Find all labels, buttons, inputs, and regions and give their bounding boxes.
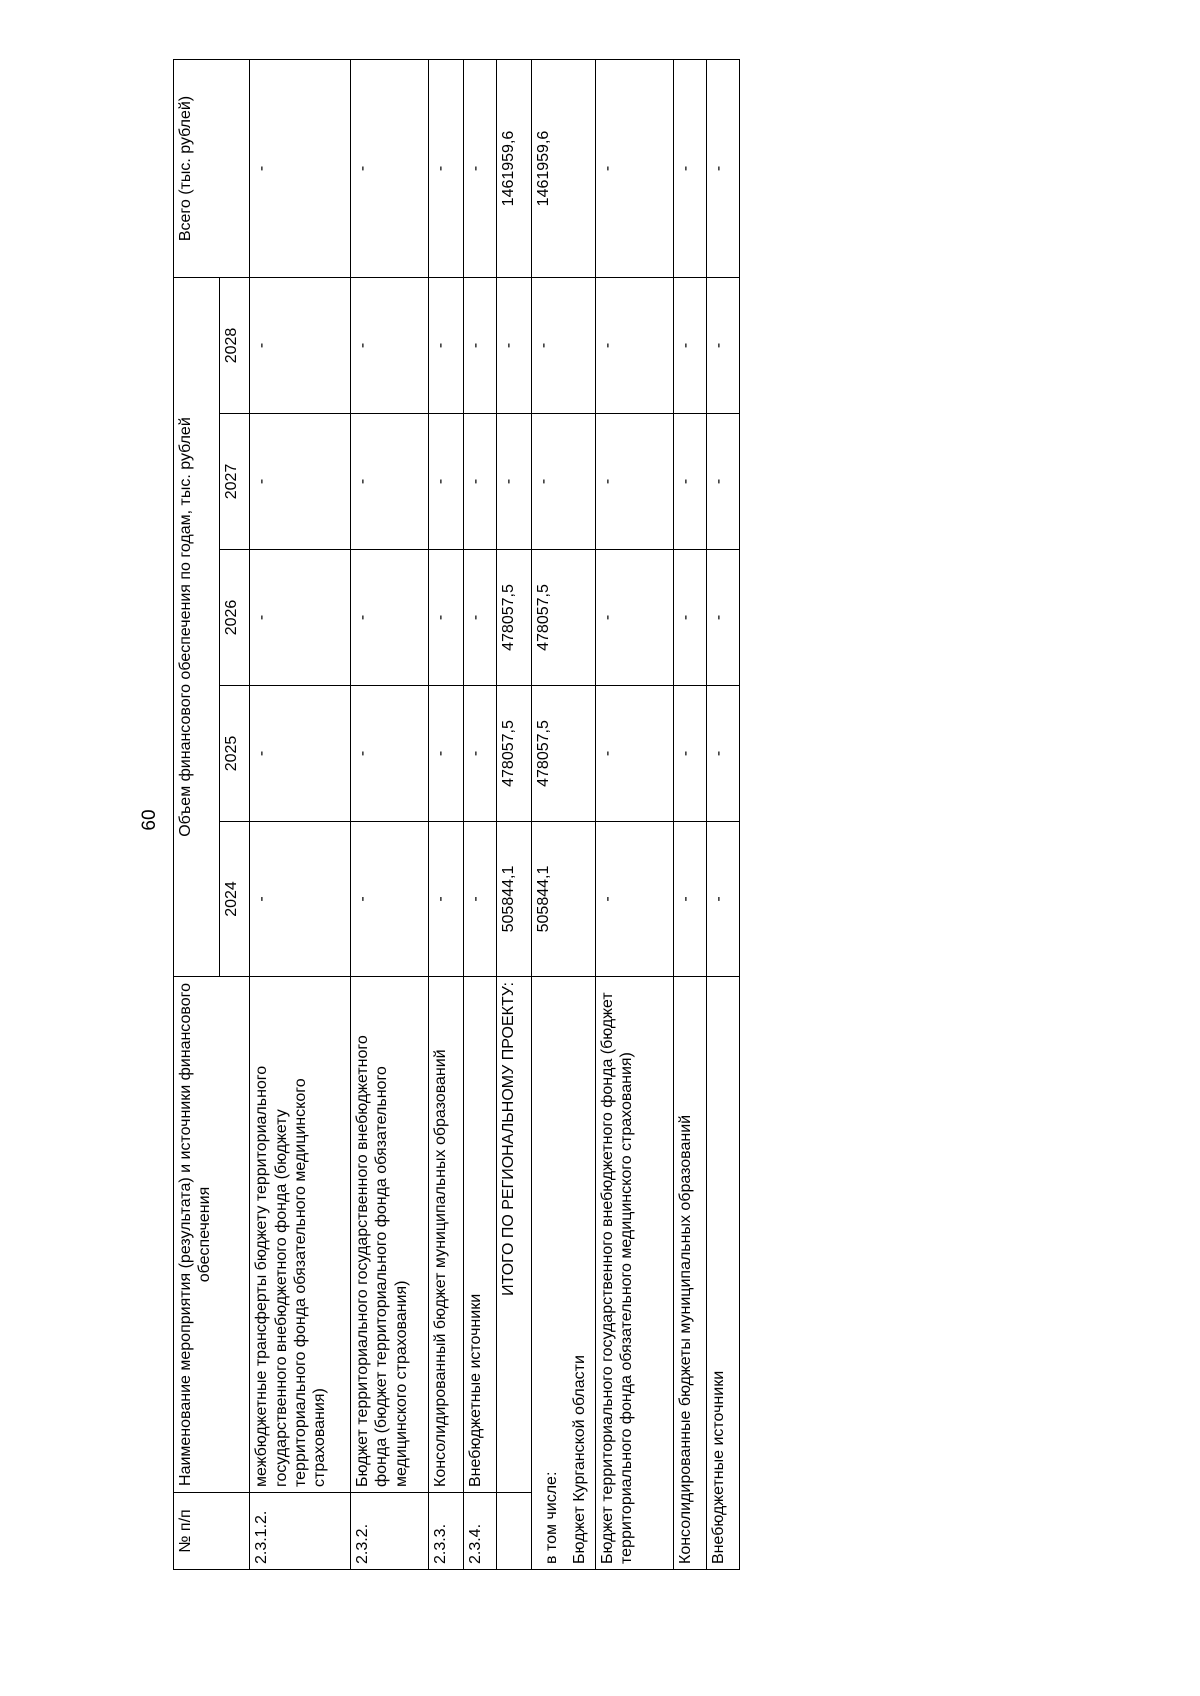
row-code: 2.3.3. bbox=[428, 1493, 463, 1570]
table-row bbox=[674, 60, 707, 1570]
cell-2028: - bbox=[707, 278, 740, 414]
header-col-no: № п/п bbox=[174, 1493, 250, 1570]
cell-2024: - bbox=[463, 822, 496, 977]
table-row bbox=[351, 60, 428, 1570]
row-name: межбюджетные трансферты бюджету территориального государственного внебюджетного фонда (бюджету территориального фонда обязательного медицинского страхования) bbox=[250, 977, 351, 1493]
total-2027: - bbox=[496, 414, 531, 550]
cell-2028: - bbox=[531, 278, 595, 414]
including-label: в том числе: bbox=[542, 1471, 560, 1564]
cell-2024: - bbox=[351, 822, 428, 977]
cell-2026: - bbox=[351, 550, 428, 686]
cell-2027: - bbox=[707, 414, 740, 550]
header-row-1 bbox=[174, 60, 220, 1570]
cell-2028: - bbox=[250, 278, 351, 414]
cell-2028: - bbox=[351, 278, 428, 414]
header-year: 2027 bbox=[219, 414, 250, 550]
cell-total: - bbox=[707, 60, 740, 278]
cell-2027: - bbox=[674, 414, 707, 550]
table-row bbox=[463, 60, 496, 1570]
total-2024: 505844,1 bbox=[496, 822, 531, 977]
cell-2028: - bbox=[428, 278, 463, 414]
sub-row-name: Внебюджетные источники bbox=[707, 977, 740, 1570]
row-code: 2.3.2. bbox=[351, 1493, 428, 1570]
total-2026: 478057,5 bbox=[496, 550, 531, 686]
total-row bbox=[496, 60, 531, 1570]
sub-row-name: Бюджет территориального государственного внебюджетного фонда (бюджет территориального фонда обязательного медицинского страхования) bbox=[595, 977, 674, 1570]
row-name: Бюджет территориального государственного внебюджетного фонда (бюджет территориального фонда обязательного медицинского страхования) bbox=[351, 977, 428, 1493]
cell-2027: - bbox=[250, 414, 351, 550]
page-number: 60 bbox=[139, 809, 160, 831]
cell-total: - bbox=[674, 60, 707, 278]
sub-row-name bbox=[531, 977, 595, 1570]
cell-2024: - bbox=[428, 822, 463, 977]
cell-2028: - bbox=[595, 278, 674, 414]
cell-2025: - bbox=[707, 686, 740, 822]
row-name: Внебюджетные источники bbox=[463, 977, 496, 1493]
total-2025: 478057,5 bbox=[496, 686, 531, 822]
table-row bbox=[707, 60, 740, 1570]
cell-2027: - bbox=[531, 414, 595, 550]
cell-2027: - bbox=[463, 414, 496, 550]
cell-2025: - bbox=[674, 686, 707, 822]
cell-2024: - bbox=[707, 822, 740, 977]
table-row bbox=[595, 60, 674, 1570]
cell-2025: - bbox=[595, 686, 674, 822]
row-code: 2.3.1.2. bbox=[250, 1493, 351, 1570]
cell-total: - bbox=[463, 60, 496, 278]
financing-table bbox=[173, 59, 740, 1570]
total-row-code bbox=[496, 1493, 531, 1570]
total-total: 1461959,6 bbox=[496, 60, 531, 278]
table-row bbox=[428, 60, 463, 1570]
cell-2027: - bbox=[428, 414, 463, 550]
table-row bbox=[531, 60, 595, 1570]
header-year: 2024 bbox=[219, 822, 250, 977]
table-row bbox=[250, 60, 351, 1570]
cell-2028: - bbox=[463, 278, 496, 414]
header-year: 2028 bbox=[219, 278, 250, 414]
cell-2028: - bbox=[674, 278, 707, 414]
cell-total: - bbox=[428, 60, 463, 278]
sub-row-name: Консолидированные бюджеты муниципальных образований bbox=[674, 977, 707, 1570]
cell-total: - bbox=[595, 60, 674, 278]
cell-2027: - bbox=[351, 414, 428, 550]
cell-total: 1461959,6 bbox=[531, 60, 595, 278]
header-col-volume: Объем финансового обеспечения по годам, тыс. рублей bbox=[174, 278, 220, 977]
cell-total: - bbox=[351, 60, 428, 278]
total-label: ИТОГО ПО РЕГИОНАЛЬНОМУ ПРОЕКТУ: bbox=[496, 977, 531, 1493]
cell-2025: - bbox=[351, 686, 428, 822]
cell-2024: 505844,1 bbox=[531, 822, 595, 977]
header-col-name: Наименование мероприятия (результата) и источники финансового обеспечения bbox=[174, 977, 250, 1493]
cell-2025: - bbox=[250, 686, 351, 822]
cell-2025: - bbox=[463, 686, 496, 822]
row-name: Консолидированный бюджет муниципальных образований bbox=[428, 977, 463, 1493]
cell-2026: - bbox=[674, 550, 707, 686]
cell-2024: - bbox=[674, 822, 707, 977]
rotated-table-container bbox=[173, 60, 740, 1570]
cell-2027: - bbox=[595, 414, 674, 550]
cell-2025: - bbox=[428, 686, 463, 822]
cell-2026: - bbox=[428, 550, 463, 686]
cell-2026: - bbox=[463, 550, 496, 686]
total-2028: - bbox=[496, 278, 531, 414]
cell-2026: - bbox=[707, 550, 740, 686]
cell-2026: - bbox=[250, 550, 351, 686]
header-year: 2026 bbox=[219, 550, 250, 686]
cell-2025: 478057,5 bbox=[531, 686, 595, 822]
header-col-total: Всего (тыс. рублей) bbox=[174, 60, 250, 278]
cell-2026: - bbox=[595, 550, 674, 686]
cell-total: - bbox=[250, 60, 351, 278]
row-code: 2.3.4. bbox=[463, 1493, 496, 1570]
sub-row-label: Бюджет Курганской области bbox=[570, 1355, 588, 1564]
cell-2026: 478057,5 bbox=[531, 550, 595, 686]
cell-2024: - bbox=[595, 822, 674, 977]
cell-2024: - bbox=[250, 822, 351, 977]
header-year: 2025 bbox=[219, 686, 250, 822]
